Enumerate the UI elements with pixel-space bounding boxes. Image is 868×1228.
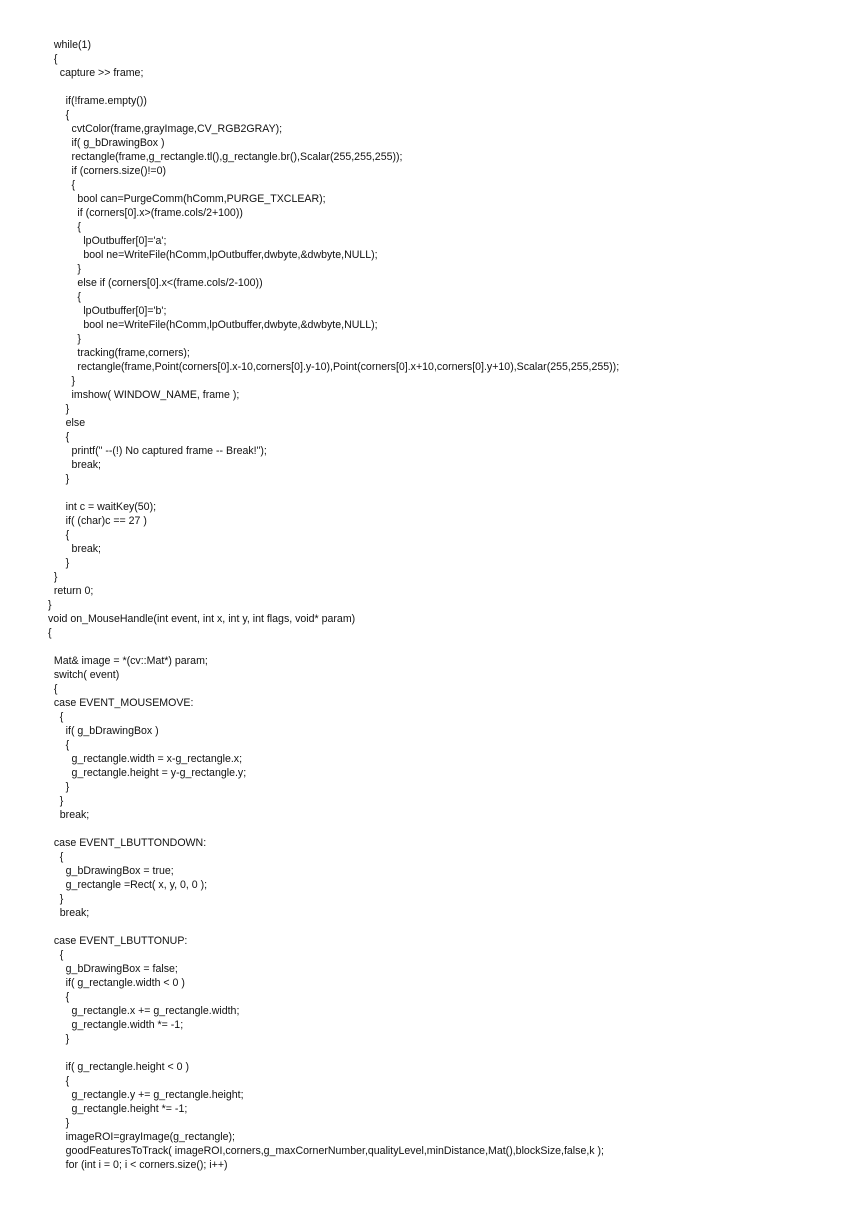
code-line: return 0; — [48, 585, 94, 597]
code-line: } — [48, 333, 81, 345]
code-line: { — [48, 949, 64, 961]
code-line: g_rectangle.height = y-g_rectangle.y; — [48, 767, 247, 779]
code-line: } — [48, 557, 70, 569]
code-line: { — [48, 179, 76, 191]
code-line: lpOutbuffer[0]='a'; — [48, 235, 167, 247]
code-line: { — [48, 529, 70, 541]
code-line: { — [48, 291, 81, 303]
code-line — [48, 80, 848, 94]
code-line: case EVENT_LBUTTONDOWN: — [48, 837, 207, 849]
code-line: { — [48, 627, 52, 639]
code-line: if( g_bDrawingBox ) — [48, 725, 159, 737]
code-line: if( g_rectangle.width < 0 ) — [48, 977, 185, 989]
code-line: bool ne=WriteFile(hComm,lpOutbuffer,dwbyte,&dwbyte,NULL); — [48, 249, 378, 261]
code-listing — [48, 38, 848, 1172]
code-line: g_rectangle.height *= -1; — [48, 1103, 188, 1115]
code-line: } — [48, 1033, 70, 1045]
code-line: else if (corners[0].x<(frame.cols/2-100)) — [48, 277, 263, 289]
code-line: g_bDrawingBox = false; — [48, 963, 178, 975]
code-line: g_rectangle.width = x-g_rectangle.x; — [48, 753, 243, 765]
code-line: { — [48, 739, 70, 751]
code-line: printf(" --(!) No captured frame -- Break!"); — [48, 445, 267, 457]
code-line: { — [48, 711, 64, 723]
code-line: } — [48, 375, 76, 387]
code-line: } — [48, 473, 70, 485]
code-line: bool ne=WriteFile(hComm,lpOutbuffer,dwbyte,&dwbyte,NULL); — [48, 319, 378, 331]
code-line — [48, 486, 848, 500]
code-line: } — [48, 571, 58, 583]
code-line: if (corners.size()!=0) — [48, 165, 167, 177]
code-line: { — [48, 221, 81, 233]
code-line: g_bDrawingBox = true; — [48, 865, 174, 877]
code-line: Mat& image = *(cv::Mat*) param; — [48, 655, 208, 667]
code-line: if( g_bDrawingBox ) — [48, 137, 165, 149]
code-line: break; — [48, 907, 90, 919]
code-line: case EVENT_LBUTTONUP: — [48, 935, 188, 947]
code-line: bool can=PurgeComm(hComm,PURGE_TXCLEAR); — [48, 193, 326, 205]
code-line — [48, 822, 848, 836]
code-line: void on_MouseHandle(int event, int x, int y, int flags, void* param) — [48, 613, 356, 625]
code-line: capture >> frame; — [48, 67, 144, 79]
code-line: else — [48, 417, 86, 429]
code-line: break; — [48, 809, 90, 821]
code-line: { — [48, 1075, 70, 1087]
code-line: if( g_rectangle.height < 0 ) — [48, 1061, 190, 1073]
code-line: break; — [48, 459, 101, 471]
code-line: { — [48, 109, 70, 121]
code-line: case EVENT_MOUSEMOVE: — [48, 697, 194, 709]
code-line: while(1) — [48, 39, 91, 51]
code-line: for (int i = 0; i < corners.size(); i++) — [48, 1159, 228, 1171]
code-line: imageROI=grayImage(g_rectangle); — [48, 1131, 235, 1143]
code-line: break; — [48, 543, 101, 555]
code-line: } — [48, 893, 64, 905]
code-line: g_rectangle =Rect( x, y, 0, 0 ); — [48, 879, 208, 891]
code-line: g_rectangle.width *= -1; — [48, 1019, 184, 1031]
code-line: imshow( WINDOW_NAME, frame ); — [48, 389, 240, 401]
code-line: tracking(frame,corners); — [48, 347, 190, 359]
code-line: } — [48, 795, 64, 807]
code-line: } — [48, 403, 70, 415]
code-line: int c = waitKey(50); — [48, 501, 157, 513]
code-line: if (corners[0].x>(frame.cols/2+100)) — [48, 207, 243, 219]
code-line: { — [48, 683, 58, 695]
code-line: g_rectangle.y += g_rectangle.height; — [48, 1089, 244, 1101]
code-line: { — [48, 431, 70, 443]
code-line — [48, 640, 848, 654]
code-line: cvtColor(frame,grayImage,CV_RGB2GRAY); — [48, 123, 283, 135]
code-line: { — [48, 991, 70, 1003]
code-line: g_rectangle.x += g_rectangle.width; — [48, 1005, 240, 1017]
code-line: { — [48, 851, 64, 863]
code-line: } — [48, 599, 52, 611]
code-line: if( (char)c == 27 ) — [48, 515, 147, 527]
code-line: goodFeaturesToTrack( imageROI,corners,g_maxCornerNumber,qualityLevel,minDistance,Mat(),blockSize,false,k ); — [48, 1145, 604, 1157]
code-line — [48, 920, 848, 934]
code-line: rectangle(frame,g_rectangle.tl(),g_rectangle.br(),Scalar(255,255,255)); — [48, 151, 403, 163]
code-line: { — [48, 53, 58, 65]
code-line: rectangle(frame,Point(corners[0].x-10,corners[0].y-10),Point(corners[0].x+10,corners[0].y+10),Scalar(255,255,255)); — [48, 361, 620, 373]
code-line: } — [48, 263, 81, 275]
code-line: lpOutbuffer[0]='b'; — [48, 305, 167, 317]
code-line: switch( event) — [48, 669, 120, 681]
code-line: } — [48, 781, 70, 793]
code-line: if(!frame.empty()) — [48, 95, 147, 107]
code-line: } — [48, 1117, 70, 1129]
code-line — [48, 1046, 848, 1060]
